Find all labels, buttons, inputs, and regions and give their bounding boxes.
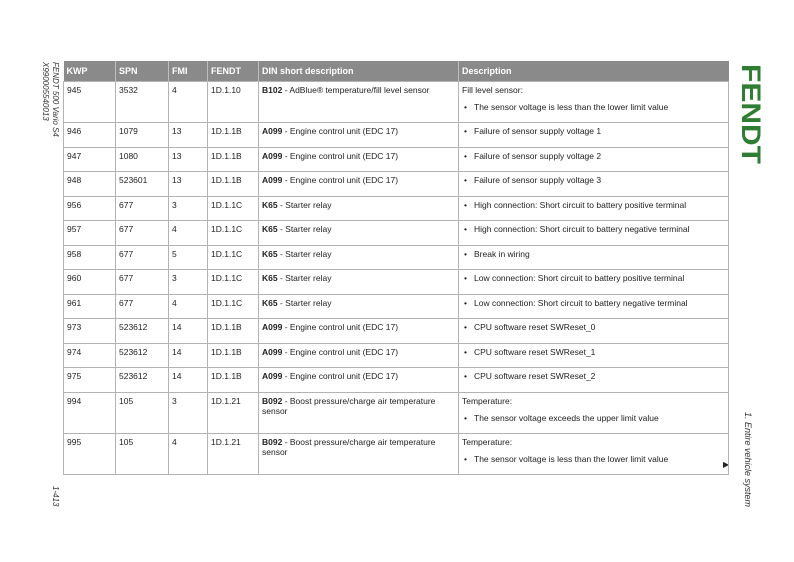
description-cell [459, 221, 729, 246]
fmi-cell: 14 [169, 368, 208, 393]
description-cell [459, 294, 729, 319]
fendt-cell: 1D.1.1B [208, 319, 259, 344]
spn-cell: 523612 [116, 368, 169, 393]
fmi-cell: 13 [169, 172, 208, 197]
fault-code-table [63, 61, 729, 475]
description-intro: Temperature: [462, 395, 513, 406]
component-code: A099 [262, 175, 283, 185]
component-name: - Starter relay [277, 224, 332, 234]
table-row [64, 433, 729, 474]
component-name: - Starter relay [277, 199, 332, 210]
logo-lettering: FENDT [736, 64, 766, 154]
description-bullet: • Failure of sensor supply voltage 1 [462, 126, 725, 136]
component-name: - Starter relay [277, 273, 332, 283]
fmi-cell: 4 [169, 82, 208, 123]
fmi-cell: 13 [169, 123, 208, 148]
description-cell [459, 270, 729, 295]
spn-cell: 105 [116, 392, 169, 433]
din-description-cell [259, 368, 459, 393]
spn-cell: 677 [116, 245, 169, 270]
description-cell [459, 82, 729, 123]
din-description-cell [259, 82, 459, 123]
kwp-cell: 995 [64, 433, 116, 474]
fmi-cell: 14 [169, 343, 208, 368]
table-row [64, 172, 729, 197]
spn-cell: 677 [116, 196, 169, 221]
component-code: K65 [262, 248, 278, 259]
description-cell [459, 392, 729, 433]
component-name: - Boost pressure/charge air temperature sensor [262, 395, 436, 416]
column-header: SPN [116, 61, 169, 82]
component-code: B102 [262, 85, 283, 95]
description-bullet: • The sensor voltage exceeds the upper limit value [462, 413, 725, 423]
fendt-cell: 1D.1.10 [208, 82, 259, 123]
fendt-cell: 1D.1.1C [208, 294, 259, 319]
component-name: - Engine control unit (EDC 17) [282, 371, 399, 381]
fendt-cell: 1D.1.1C [208, 245, 259, 270]
table-row [64, 270, 729, 295]
column-header: KWP [64, 61, 116, 82]
spn-cell: 1079 [116, 123, 169, 148]
kwp-cell: 960 [64, 270, 116, 295]
fmi-cell: 4 [169, 221, 208, 246]
spn-cell: 1080 [116, 147, 169, 172]
kwp-cell: 973 [64, 319, 116, 344]
description-intro: Fill level sensor: [462, 85, 523, 95]
din-description-cell [259, 270, 459, 295]
description-bullet: • CPU software reset SWReset_2 [462, 371, 725, 381]
table-row [64, 221, 729, 246]
fendt-cell: 1D.1.1C [208, 270, 259, 295]
component-code: K65 [262, 199, 278, 210]
component-code: A099 [262, 150, 283, 161]
next-page-arrow-icon: ▶ [723, 460, 730, 469]
description-intro: Temperature: [462, 436, 513, 447]
fmi-cell: 13 [169, 147, 208, 172]
din-description-cell [259, 147, 459, 172]
din-description-cell [259, 172, 459, 197]
fendt-cell: 1D.1.1B [208, 343, 259, 368]
spn-cell: 677 [116, 270, 169, 295]
kwp-cell: 947 [64, 147, 116, 172]
document-code: X990005540013 [41, 62, 50, 121]
table-row [64, 368, 729, 393]
description-bullet: • Low connection: Short circuit to battery negative terminal [462, 298, 725, 308]
description-cell [459, 433, 729, 474]
table-row [64, 82, 729, 123]
component-code: K65 [262, 224, 278, 234]
kwp-cell: 956 [64, 196, 116, 221]
din-description-cell [259, 196, 459, 221]
kwp-cell: 945 [64, 82, 116, 123]
component-code: A099 [262, 126, 283, 136]
kwp-cell: 994 [64, 392, 116, 433]
table-row [64, 343, 729, 368]
table-row [64, 392, 729, 433]
table-header [64, 61, 729, 82]
spn-cell: 105 [116, 433, 169, 474]
table-row [64, 123, 729, 148]
fmi-cell: 3 [169, 392, 208, 433]
column-header: DIN short description [259, 61, 459, 82]
column-header: FENDT [208, 61, 259, 82]
component-name: - AdBlue® temperature/fill level sensor [282, 85, 430, 95]
fmi-cell: 14 [169, 319, 208, 344]
table-row [64, 294, 729, 319]
description-bullet: • The sensor voltage is less than the lower limit value [462, 102, 725, 112]
table-row [64, 245, 729, 270]
column-header: FMI [169, 61, 208, 82]
kwp-cell: 957 [64, 221, 116, 246]
section-title: 1. Entire vehicle system [743, 412, 753, 508]
fendt-cell: 1D.1.21 [208, 392, 259, 433]
column-header: Description [459, 61, 729, 82]
kwp-cell: 974 [64, 343, 116, 368]
description-cell [459, 245, 729, 270]
kwp-cell: 946 [64, 123, 116, 148]
fendt-cell: 1D.1.1B [208, 123, 259, 148]
kwp-cell: 948 [64, 172, 116, 197]
spn-cell: 523612 [116, 319, 169, 344]
spn-cell: 677 [116, 221, 169, 246]
fmi-cell: 3 [169, 196, 208, 221]
spn-cell: 3532 [116, 82, 169, 123]
fendt-cell: 1D.1.1B [208, 172, 259, 197]
table-row [64, 319, 729, 344]
description-bullet: • Failure of sensor supply voltage 2 [462, 151, 725, 161]
description-cell [459, 147, 729, 172]
component-code: A099 [262, 346, 283, 357]
component-name: - Engine control unit (EDC 17) [282, 150, 399, 161]
fmi-cell: 3 [169, 270, 208, 295]
component-name: - Starter relay [277, 248, 332, 259]
component-name: - Engine control unit (EDC 17) [282, 126, 399, 136]
description-cell [459, 172, 729, 197]
component-code: B092 [262, 395, 283, 406]
page-number: 1-413 [51, 486, 60, 507]
din-description-cell [259, 294, 459, 319]
component-code: A099 [262, 322, 283, 332]
din-description-cell [259, 433, 459, 474]
description-bullet: • Break in wiring [462, 249, 725, 259]
document-title: FENDT 500 Vario S4 [51, 62, 60, 137]
kwp-cell: 961 [64, 294, 116, 319]
fendt-logo [736, 62, 766, 166]
component-name: - Engine control unit (EDC 17) [282, 322, 399, 332]
component-name: - Engine control unit (EDC 17) [282, 175, 399, 185]
description-bullet: • Failure of sensor supply voltage 3 [462, 175, 725, 185]
din-description-cell [259, 319, 459, 344]
description-bullet: • High connection: Short circuit to battery positive terminal [462, 200, 725, 210]
fendt-cell: 1D.1.1B [208, 147, 259, 172]
component-code: K65 [262, 297, 278, 308]
description-bullet: • The sensor voltage is less than the lower limit value [462, 454, 725, 464]
kwp-cell: 975 [64, 368, 116, 393]
din-description-cell [259, 392, 459, 433]
component-name: - Boost pressure/charge air temperature sensor [262, 436, 436, 457]
description-cell [459, 368, 729, 393]
component-code: A099 [262, 371, 283, 381]
description-cell [459, 196, 729, 221]
component-name: - Starter relay [277, 297, 332, 308]
din-description-cell [259, 245, 459, 270]
fendt-cell: 1D.1.1B [208, 368, 259, 393]
description-bullet: • High connection: Short circuit to battery negative terminal [462, 224, 725, 234]
fmi-cell: 4 [169, 433, 208, 474]
table-row [64, 147, 729, 172]
description-bullet: • Low connection: Short circuit to battery positive terminal [462, 273, 725, 283]
spn-cell: 523612 [116, 343, 169, 368]
fendt-cell: 1D.1.1C [208, 221, 259, 246]
fmi-cell: 5 [169, 245, 208, 270]
table-body [64, 82, 729, 475]
fendt-cell: 1D.1.21 [208, 433, 259, 474]
component-code: B092 [262, 436, 283, 447]
description-cell [459, 123, 729, 148]
table-row [64, 196, 729, 221]
spn-cell: 677 [116, 294, 169, 319]
fendt-cell: 1D.1.1C [208, 196, 259, 221]
component-code: K65 [262, 273, 278, 283]
description-cell [459, 343, 729, 368]
kwp-cell: 958 [64, 245, 116, 270]
din-description-cell [259, 221, 459, 246]
din-description-cell [259, 123, 459, 148]
description-cell [459, 319, 729, 344]
spn-cell: 523601 [116, 172, 169, 197]
description-bullet: • CPU software reset SWReset_1 [462, 347, 725, 357]
din-description-cell [259, 343, 459, 368]
component-name: - Engine control unit (EDC 17) [282, 346, 399, 357]
description-bullet: • CPU software reset SWReset_0 [462, 322, 725, 332]
fmi-cell: 4 [169, 294, 208, 319]
